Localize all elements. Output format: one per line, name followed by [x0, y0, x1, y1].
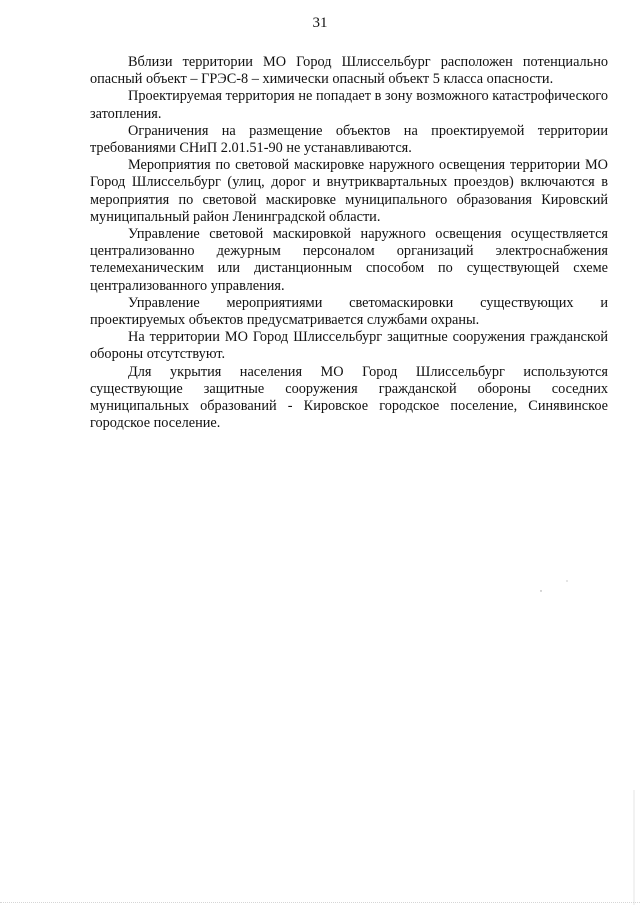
page-number: 31	[312, 15, 328, 31]
paragraph-hazard-object: Вблизи территории МО Город Шлиссельбург расположен потенциально опасный объект – ГРЭС-8 – химически опасный объект 5 класса опасности.	[90, 54, 608, 88]
scan-speck	[540, 590, 541, 591]
scan-bottom-edge	[0, 902, 640, 903]
document-body	[90, 54, 608, 432]
paragraph-security-services: Управление мероприятиями светомаскировки существующих и проектируемых объектов предусматривается службами охраны.	[90, 294, 608, 329]
paragraph-light-masking-control: Управление световой маскировкой наружного освещения осуществляется централизованно дежурным персоналом организаций электроснабжения телемеханическим или дистанционным способом по существующей схеме централизованного управления.	[90, 226, 608, 294]
paragraph-no-shelters: На территории МО Город Шлиссельбург защитные сооружения гражданской обороны отсутствуют.	[90, 329, 608, 363]
scan-speck	[566, 580, 567, 581]
paragraph-flood-zone: Проектируемая территория не попадает в зону возможного катастрофического затопления.	[90, 88, 608, 122]
paragraph-restrictions: Ограничения на размещение объектов на проектируемой территории требованиями СНиП 2.01.51-90 не устанавливаются.	[90, 122, 608, 157]
paragraph-light-masking-measures: Мероприятия по световой маскировке наружного освещения территории МО Город Шлиссельбург (улиц, дорог и внутриквартальных проездов) включаются в мероприятия по световой маскировке муниципального образования Кировский муниципальный район Ленинградской области.	[90, 157, 608, 225]
paragraph-neighbor-shelters: Для укрытия населения МО Город Шлиссельбург используются существующие защитные сооружения гражданской обороны соседних муниципальных образований - Кировское городское поселение, Синявинское городское поселение.	[90, 363, 608, 432]
